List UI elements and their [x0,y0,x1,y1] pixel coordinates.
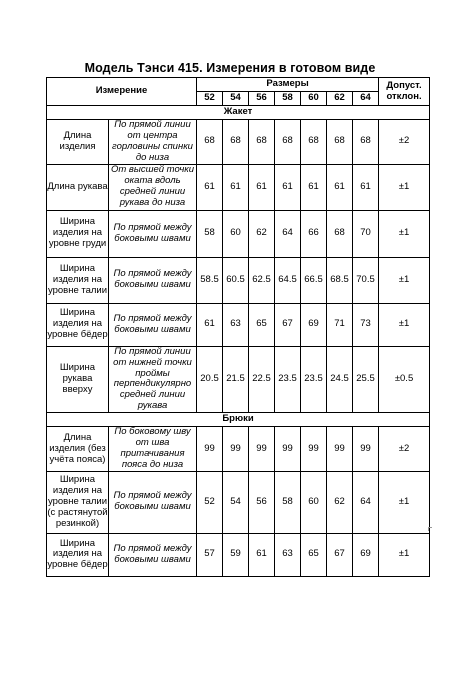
size-value: 67 [275,303,301,346]
measurement-name: Длина изделия [47,120,109,165]
size-value: 20.5 [197,346,223,413]
size-value: 61 [301,164,327,210]
size-value: 64 [275,210,301,257]
size-value: 61 [249,164,275,210]
tolerance-header-line2: отклон. [386,90,422,102]
measurement-name: Ширина изделия на уровне бёдер [47,533,109,576]
size-value: 65 [249,303,275,346]
sizes-header: Размеры [197,78,379,92]
size-value: 68 [223,120,249,165]
size-value: 99 [249,427,275,472]
size-value: 60.5 [223,257,249,303]
size-value: 65 [301,533,327,576]
section-row [47,413,430,427]
size-value: 63 [223,303,249,346]
tolerance-header-line1: Допуст. [386,79,422,91]
measurement-header: Измерение [47,78,197,106]
size-value: 57 [197,533,223,576]
size-value: 58 [275,471,301,533]
tolerance-header [379,78,430,106]
measurement-name: Длина изделия (без учёта пояса) [47,427,109,472]
size-value: 61 [275,164,301,210]
size-header: 60 [301,92,327,106]
measurement-name: Ширина изделия на уровне бёдер [47,303,109,346]
size-value: 62.5 [249,257,275,303]
size-value: 52 [197,471,223,533]
size-value: 63 [275,533,301,576]
size-value: 61 [353,164,379,210]
size-value: 62 [249,210,275,257]
size-value: 68 [275,120,301,165]
size-value: 73 [353,303,379,346]
size-value: 59 [223,533,249,576]
size-value: 70.5 [353,257,379,303]
tolerance-value: ±1 [379,533,430,576]
tolerance-value: ±1 [379,303,430,346]
size-value: 64.5 [275,257,301,303]
table-row [47,164,430,210]
section-row [47,106,430,120]
size-value: 22.5 [249,346,275,413]
size-value: 68 [249,120,275,165]
tolerance-value: ±1 [379,257,430,303]
measurement-description: По прямой между боковыми швами [109,257,197,303]
size-value: 68 [353,120,379,165]
size-value: 99 [353,427,379,472]
measurement-name: Ширина изделия на уровне талии (с растянутой резинкой) [47,471,109,533]
table-row [47,303,430,346]
size-value: 61 [327,164,353,210]
tolerance-value: ±1 [379,210,430,257]
size-value: 23.5 [301,346,327,413]
size-value: 67 [327,533,353,576]
measurement-description: По боковому шву от шва притачивания пояса до низа [109,427,197,472]
size-value: 69 [301,303,327,346]
size-value: 60 [301,471,327,533]
table-row [47,346,430,413]
size-value: 66.5 [301,257,327,303]
size-value: 61 [249,533,275,576]
size-header: 56 [249,92,275,106]
tolerance-value: ±1 [379,164,430,210]
size-value: 61 [197,164,223,210]
measurement-description: По прямой между боковыми швами [109,471,197,533]
table-row [47,427,430,472]
size-value: 56 [249,471,275,533]
size-value: 54 [223,471,249,533]
size-header: 64 [353,92,379,106]
size-value: 68.5 [327,257,353,303]
size-header: 54 [223,92,249,106]
size-value: 24.5 [327,346,353,413]
size-value: 99 [275,427,301,472]
size-value: 68 [327,210,353,257]
size-value: 25.5 [353,346,379,413]
measurement-name: Ширина изделия на уровне груди [47,210,109,257]
size-value: 62 [327,471,353,533]
size-value: 58.5 [197,257,223,303]
table-row [47,210,430,257]
tolerance-value: ±0.5 [379,346,430,413]
size-value: 23.5 [275,346,301,413]
size-value: 71 [327,303,353,346]
measurement-table [46,77,430,577]
corner-mark [428,527,432,531]
size-value: 66 [301,210,327,257]
measurement-name: Длина рукава [47,164,109,210]
size-value: 64 [353,471,379,533]
measurement-description: По прямой линии от центра горловины спинки до низа [109,120,197,165]
measurement-name: Ширина изделия на уровне талии [47,257,109,303]
measurement-description: По прямой линии от нижней точки проймы перпендикулярно средней линии рукава [109,346,197,413]
size-value: 68 [197,120,223,165]
size-value: 61 [223,164,249,210]
size-header: 52 [197,92,223,106]
section-title: Жакет [47,106,430,120]
size-value: 61 [197,303,223,346]
tolerance-value: ±2 [379,120,430,165]
table-row [47,471,430,533]
tolerance-value: ±2 [379,427,430,472]
table-row [47,120,430,165]
size-value: 21.5 [223,346,249,413]
size-header: 62 [327,92,353,106]
size-value: 69 [353,533,379,576]
measurement-description: По прямой между боковыми швами [109,210,197,257]
size-value: 68 [327,120,353,165]
table-row [47,257,430,303]
page-title: Модель Тэнси 415. Измерения в готовом виде [84,61,376,75]
size-value: 60 [223,210,249,257]
size-value: 70 [353,210,379,257]
size-value: 99 [301,427,327,472]
size-header: 58 [275,92,301,106]
measurement-description: От высшей точки оката вдоль средней линии рукава до низа [109,164,197,210]
size-value: 99 [197,427,223,472]
measurement-name: Ширина рукава вверху [47,346,109,413]
measurement-description: По прямой между боковыми швами [109,533,197,576]
measurement-description: По прямой между боковыми швами [109,303,197,346]
size-value: 68 [301,120,327,165]
tolerance-value: ±1 [379,471,430,533]
size-value: 99 [327,427,353,472]
table-row [47,533,430,576]
section-title: Брюки [47,413,430,427]
size-value: 58 [197,210,223,257]
size-value: 99 [223,427,249,472]
